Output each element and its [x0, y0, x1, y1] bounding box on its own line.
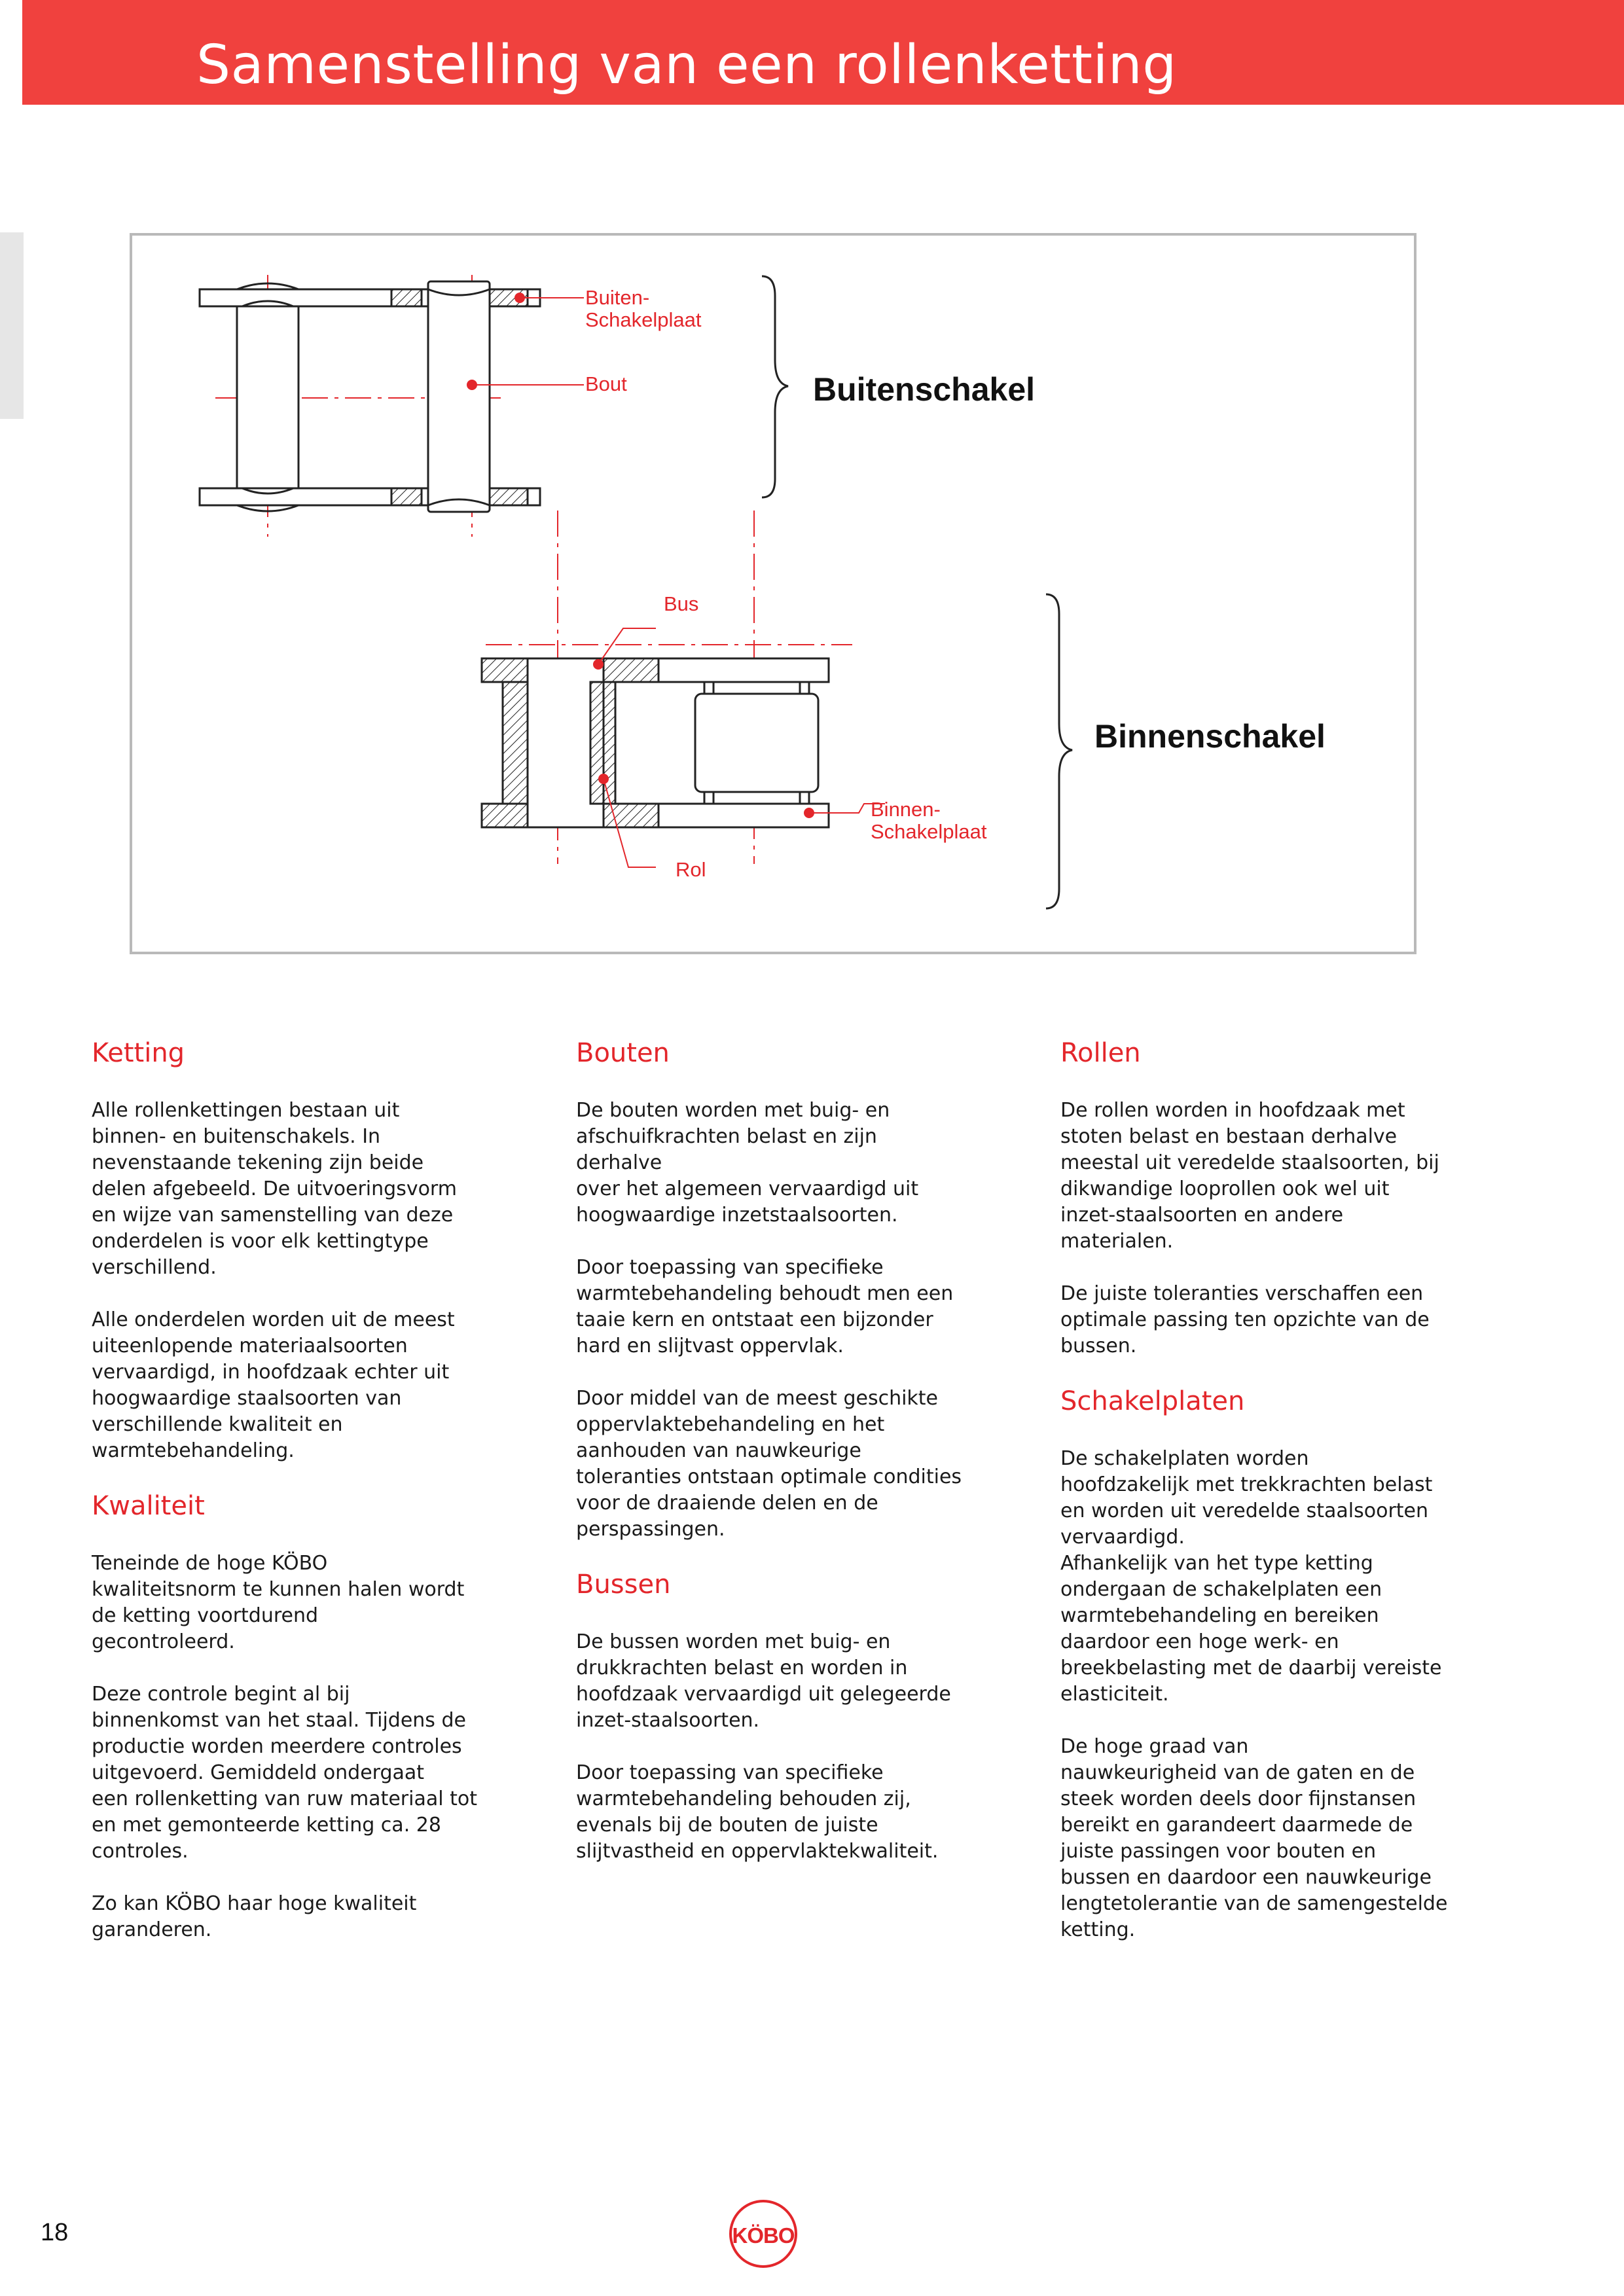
- label-buitenschakel: Buitenschakel: [813, 371, 1036, 408]
- heading-schakelplaten: Schakelplaten: [1060, 1386, 1245, 1416]
- heading-bouten: Bouten: [576, 1038, 670, 1068]
- bouten-paragraph-1: De bouten worden met buig- en afschuifkrachten belast en zijn derhalve over het algemeen vervaardigd uit hoogwaardige inzetstaalsoorten.: [576, 1099, 919, 1227]
- page-number: 18: [41, 2219, 69, 2246]
- kwaliteit-paragraph-2: Deze controle begint al bij binnenkomst van het staal. Tijdens de productie worden meerdere controles uitgevoerd. Gemiddeld ondergaat een rollenketting van ruw materiaal tot en met gemonteerde ketting ca. 28 controles.: [92, 1683, 477, 1863]
- kwaliteit-paragraph-3: Zo kan KÖBO haar hoge kwaliteit garanderen.: [92, 1892, 417, 1941]
- bussen-paragraph-2: Door toepassing van specifieke warmtebehandeling behouden zij, evenals bij de bouten de juiste slijtvastheid en oppervlaktekwaliteit.: [576, 1761, 939, 1863]
- bout-marker: [467, 380, 477, 389]
- callout-bout: Bout: [585, 372, 627, 395]
- ketting-paragraph-2: Alle onderdelen worden uit de meest uiteenlopende materiaalsoorten vervaardigd, in hoofdzaak echter uit hoogwaardige staalsoorten van verschillende kwaliteit en warmtebehandeling.: [92, 1308, 455, 1462]
- bus-marker: [594, 660, 603, 669]
- binnenschakelplaat-marker: [804, 808, 814, 817]
- callout-binnenschakelplaat-line1: Binnen-: [871, 798, 941, 821]
- outer-link-drawing: [200, 275, 540, 537]
- schakelplaten-paragraph-2: De hoge graad van nauwkeurigheid van de gaten en de steek worden deels door fijnstansen bereikt en garandeert daarmede de juiste passingen voor bouten en bussen en daardoor een nauwkeurige lengtetolerantie van de samengestelde ketting.: [1060, 1735, 1448, 1941]
- kwaliteit-paragraph-1: Teneinde de hoge KÖBO kwaliteitsnorm te kunnen halen wordt de ketting voortdurend gecontroleerd.: [92, 1552, 465, 1653]
- logo-text: KÖBO: [732, 2223, 795, 2248]
- rollen-paragraph-2: De juiste toleranties verschaffen een optimale passing ten opzichte van de bussen.: [1060, 1282, 1430, 1357]
- callout-binnenschakelplaat-line2: Schakelplaat: [871, 820, 987, 843]
- buitenschakelplaat-marker: [515, 293, 524, 302]
- heading-rollen: Rollen: [1060, 1038, 1141, 1068]
- callout-bus: Bus: [664, 592, 699, 615]
- page-title: Samenstelling van een rollenketting: [196, 34, 1177, 96]
- side-tab: [0, 232, 24, 419]
- chain-drawing: [132, 236, 1419, 957]
- column-ketting-kwaliteit: [92, 1037, 484, 1943]
- bussen-paragraph-1: De bussen worden met buig- en drukkrachten belast en worden in hoofdzaak vervaardigd uit gelegeerde inzet-staalsoorten.: [576, 1630, 951, 1732]
- chain-diagram: [130, 233, 1416, 954]
- outer-brace: [762, 276, 788, 497]
- inner-brace: [1046, 594, 1072, 908]
- rollen-paragraph-1: De rollen worden in hoofdzaak met stoten belast en bestaan derhalve meestal uit veredelde staalsoorten, bij dikwandige looprollen ook wel uit inzet-staalsoorten en andere materialen.: [1060, 1099, 1439, 1253]
- callout-buitenschakelplaat: [585, 287, 702, 331]
- callout-buitenschakelplaat-line2: Schakelplaat: [585, 308, 702, 331]
- heading-ketting: Ketting: [92, 1038, 185, 1068]
- bouten-paragraph-2: Door toepassing van specifieke warmtebehandeling behoudt men een taaie kern en ontstaat een bijzonder hard en slijtvast oppervlak.: [576, 1256, 954, 1357]
- callout-binnenschakelplaat: [871, 798, 987, 843]
- label-binnenschakel: Binnenschakel: [1094, 718, 1326, 755]
- inner-link-drawn-shapes: [482, 658, 829, 827]
- ketting-paragraph-1: Alle rollenkettingen bestaan uit binnen- en buitenschakels. In nevenstaande tekening zijn beide delen afgebeeld. De uitvoeringsvorm en wijze van samenstelling van deze onderdelen is voor elk kettingtype verschillend.: [92, 1099, 457, 1279]
- callout-rol: Rol: [676, 858, 706, 881]
- column-bouten-bussen: [576, 1037, 969, 1865]
- heading-kwaliteit: Kwaliteit: [92, 1491, 205, 1521]
- bouten-paragraph-3: Door middel van de meest geschikte oppervlaktebehandeling en het aanhouden van nauwkeurige toleranties ontstaan optimale condities voor de draaiende delen en de perspassingen.: [576, 1387, 962, 1541]
- schakelplaten-paragraph-1: De schakelplaten worden hoofdzakelijk met trekkrachten belast en worden uit veredelde staalsoorten vervaardigd. Afhankelijk van het type ketting ondergaan de schakelplaten een warmtebehandeling en bereiken daardoor een hoge werk- en breekbelasting met de daarbij vereiste elasticiteit.: [1060, 1447, 1442, 1706]
- rol-marker: [599, 774, 608, 783]
- callout-buitenschakelplaat-line1: Buiten-: [585, 286, 650, 309]
- heading-bussen: Bussen: [576, 1570, 671, 1600]
- column-rollen-schakelplaten: [1060, 1037, 1453, 1943]
